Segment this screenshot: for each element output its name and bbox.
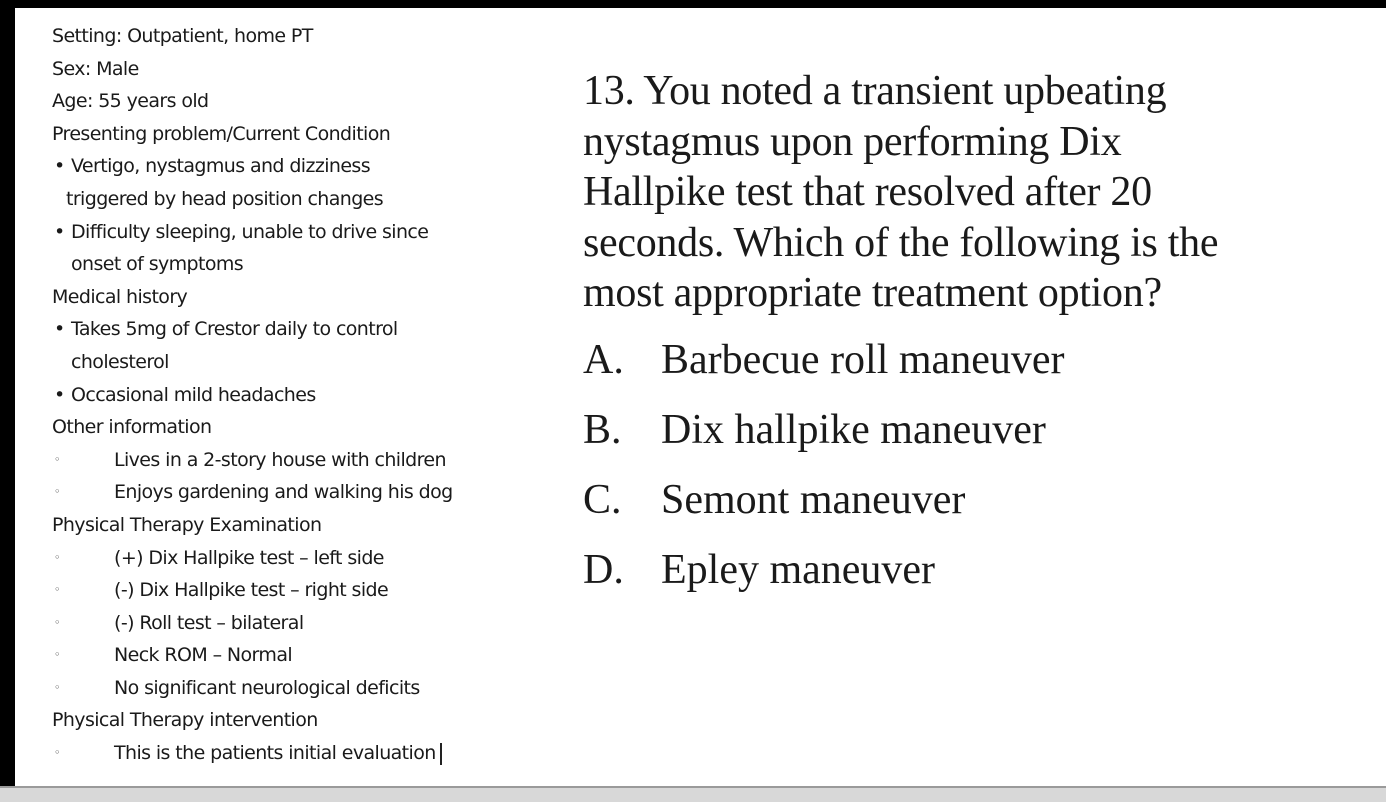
question-line-2: nystagmus upon performing Dix xyxy=(583,118,1122,165)
hollow-bullet-icon: ◦ xyxy=(54,615,60,629)
medical-item-1: • Takes 5mg of Crestor daily to control xyxy=(52,313,542,346)
bullet-icon: • xyxy=(54,155,65,178)
option-text: Semont maneuver xyxy=(661,477,966,523)
bullet-icon: • xyxy=(54,318,65,341)
option-letter: A. xyxy=(583,337,624,383)
hollow-bullet-icon: ◦ xyxy=(54,485,60,499)
question-text xyxy=(583,66,1373,319)
hollow-bullet-icon: ◦ xyxy=(54,746,60,760)
question-line-3: Hallpike test that resolved after 20 xyxy=(583,169,1152,215)
age-line: Age: 55 years old xyxy=(52,90,209,113)
question-line-1: 13. You noted a transient upbeating xyxy=(583,68,1167,114)
medical-item-2: • Occasional mild headaches xyxy=(52,379,542,412)
presenting-item-1-cont: triggered by head position changes xyxy=(66,187,384,210)
exam-item-1: ◦ (+) Dix Hallpike test – left side xyxy=(52,542,542,575)
exam-item-2: ◦ (-) Dix Hallpike test – right side xyxy=(52,574,542,607)
bullet-icon: • xyxy=(54,383,65,406)
presenting-item-2-cont: onset of symptoms xyxy=(71,253,244,276)
intervention-item-1[interactable] xyxy=(52,737,542,770)
presenting-heading: Presenting problem/Current Condition xyxy=(52,122,391,145)
hollow-bullet-icon: ◦ xyxy=(54,583,60,597)
medical-heading: Medical history xyxy=(52,285,188,308)
medical-item-1-cont: cholesterol xyxy=(71,350,169,373)
hollow-bullet-icon: ◦ xyxy=(54,680,60,694)
intervention-text[interactable]: This is the patients initial evaluation xyxy=(114,742,436,765)
hollow-bullet-icon: ◦ xyxy=(54,550,60,564)
other-item-2: ◦ Enjoys gardening and walking his dog xyxy=(52,476,542,509)
exam-item-3: ◦ (-) Roll test – bilateral xyxy=(52,607,542,640)
setting-line: Setting: Outpatient, home PT xyxy=(52,25,313,47)
exam-item-5: ◦ No significant neurological deficits xyxy=(52,672,542,705)
other-item-1: ◦ Lives in a 2-story house with children xyxy=(52,444,542,477)
question-line-5: most appropriate treatment option? xyxy=(583,270,1162,316)
sex-line: Sex: Male xyxy=(52,57,139,80)
presenting-item-1: • Vertigo, nystagmus and dizziness xyxy=(52,150,542,183)
option-letter: D. xyxy=(583,547,624,593)
exam-item-4: ◦ Neck ROM – Normal xyxy=(52,639,542,672)
presenting-item-2: • Difficulty sleeping, unable to drive since xyxy=(52,216,542,249)
bullet-icon: • xyxy=(54,220,65,243)
option-letter: C. xyxy=(583,477,622,523)
option-text: Epley maneuver xyxy=(661,547,936,593)
option-letter: B. xyxy=(583,407,622,453)
question-line-4: seconds. Which of the following is the xyxy=(583,219,1219,266)
text-cursor xyxy=(440,743,442,765)
other-heading: Other information xyxy=(52,416,212,439)
intervention-heading: Physical Therapy intervention xyxy=(52,709,318,732)
option-text: Dix hallpike maneuver xyxy=(661,407,1046,453)
case-details xyxy=(52,20,542,770)
hollow-bullet-icon: ◦ xyxy=(54,452,60,466)
exam-heading: Physical Therapy Examination xyxy=(52,513,322,536)
hollow-bullet-icon: ◦ xyxy=(54,648,60,662)
option-text: Barbecue roll maneuver xyxy=(661,337,1065,383)
slide xyxy=(15,8,1386,786)
